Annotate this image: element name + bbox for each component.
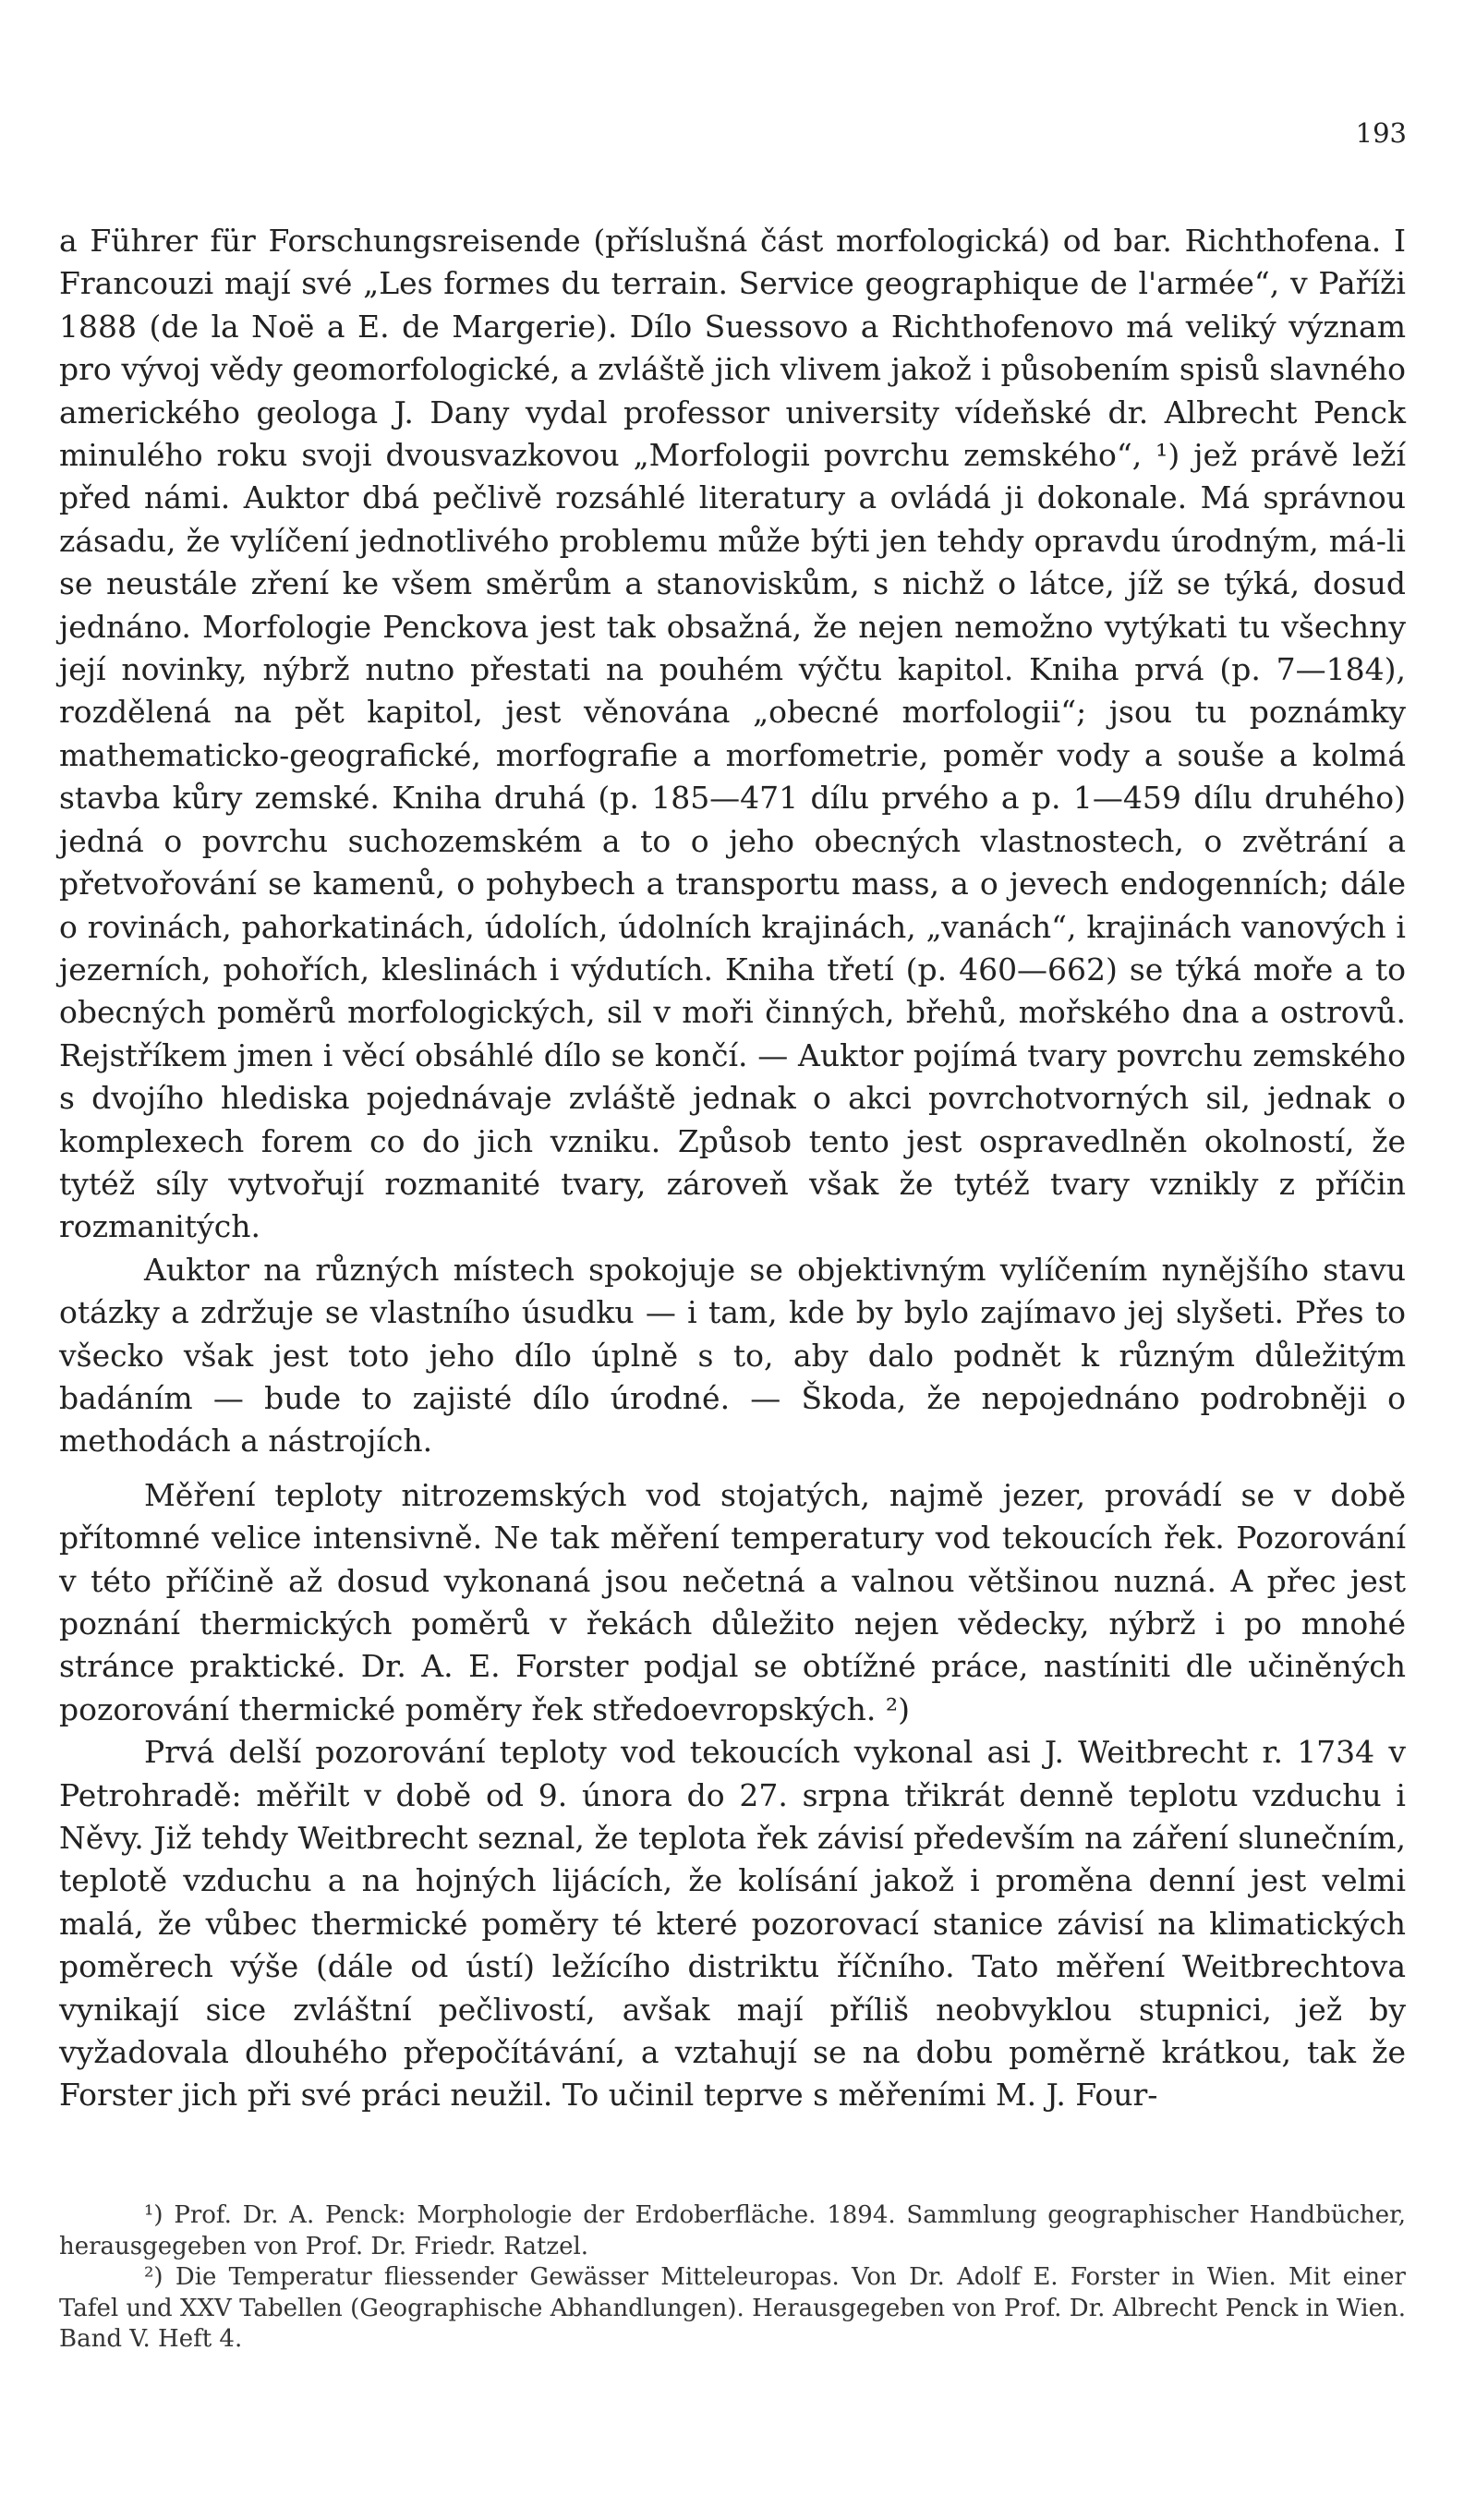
page-number: 193: [1355, 117, 1407, 149]
paragraph-1: a Führer für Forschungsreisende (příslušná část morfologická) od bar. Richthofena. I Francouzi mají své „Les formes du terrain. Service geographique de l'armée“, v Paříži 1888 (de la Noë a E. de Margerie). Dílo Suessovo a Richthofenovo má veliký význam pro vývoj vědy geomorfologické, a zvláště jich vlivem jakož i působením spisů slavného amerického geologa J. Dany vydal professor university vídeňské dr. Albrecht Penck minulého roku svoji dvousvazkovou „Morfologii povrchu zemského“, ¹) jež právě leží před námi. Auktor dbá pečlivě rozsáhlé literatury a ovládá ji dokonale. Má správnou zásadu, že vylíčení jednotlivého problemu může býti jen tehdy opravdu úrodným, má-li se neustále zření ke všem směrům a stanoviskům, s nichž o látce, jíž se týká, dosud jednáno. Morfologie Penckova jest tak obsažná, že nejen nemožno vytýkati tu všechny její novinky, nýbrž nutno přestati na pouhém výčtu kapitol. Kniha prvá (p. 7—184), rozdělená na pět kapitol, jest věnována „obecné morfologii“; jsou tu poznámky mathematicko-geografické, morfografie a morfometrie, poměr vody a souše a kolmá stavba kůry zemské. Kniha druhá (p. 185—471 dílu prvého a p. 1—459 dílu druhého) jedná o povrchu suchozemském a to o jeho obecných vlastnostech, o zvětrání a přetvořování se kamenů, o pohybech a transportu mass, a o jevech endogenních; dále o rovinách, pahorkatinách, údolích, údolních krajinách, „vanách“, krajinách vanových i jezerních, pohořích, kleslinách i výdutích. Kniha třetí (p. 460—662) se týká moře a to obecných poměrů morfologických, sil v moři činných, břehů, mořského dna a ostrovů. Rejstříkem jmen i věcí obsáhlé dílo se končí. — Auktor pojímá tvary povrchu zemského s dvojího hlediska pojednávaje zvláště jednak o akci povrchotvorných sil, jednak o komplexech forem co do jich vzniku. Způsob tento jest ospravedlněn okolností, že tytéž síly vytvořují rozmanité tvary, zároveň však že tytéž tvary vznikly z příčin rozmanitých.: [59, 223, 1406, 1245]
body-text: [59, 220, 1406, 2117]
footnote-1: ¹) Prof. Dr. A. Penck: Morphologie der Erdoberfläche. 1894. Sammlung geographischer Handbücher, herausgegeben von Prof. Dr. Friedr. Ratzel.: [59, 2201, 1406, 2260]
paragraph-4: Prvá delší pozorování teploty vod tekoucích vykonal asi J. Weitbrecht r. 1734 v Petrohradě: měřilt v době od 9. února do 27. srpna třikrát denně teplotu vzduchu i Něvy. Již tehdy Weitbrecht seznal, že teplota řek závisí především na záření slunečním, teplotě vzduchu a na hojných lijácích, že kolísání jakož i proměna denní jest velmi malá, že vůbec thermické poměry té které pozorovací stanice závisí na klimatických poměrech výše (dále od ústí) ležícího distriktu říčního. Tato měření Weitbrechtova vynikají sice zvláštní pečlivostí, avšak mají příliš neobvyklou stupnici, jež by vyžadovala dlouhého přepočítávání, a vztahují se na dobu poměrně krátkou, tak že Forster jich při své práci neužil. To učinil teprve s měřeními M. J. Four-: [59, 1734, 1406, 2114]
footnotes: [59, 2200, 1406, 2356]
paragraph-2: Auktor na různých místech spokojuje se objektivným vylíčením nynějšího stavu otázky a zdržuje se vlastního úsudku — i tam, kde by bylo zajímavo jej slyšeti. Přes to všecko však jest toto jeho dílo úplně s to, aby dalo podnět k různým důležitým badáním — bude to zajisté dílo úrodné. — Škoda, že nepojednáno podrobněji o methodách a nástrojích.: [59, 1251, 1406, 1460]
paragraph-3: Měření teploty nitrozemských vod stojatých, najmě jezer, provádí se v době přítomné velice intensivně. Ne tak měření temperatury vod tekoucích řek. Pozorování v této příčině až dosud vykonaná jsou nečetná a valnou většinou nuzná. A přec jest poznání thermických poměrů v řekách důležito nejen vědecky, nýbrž i po mnohé stránce praktické. Dr. A. E. Forster podjal se obtížné práce, nastíniti dle učiněných pozorování thermické poměry řek středoevropských. ²): [59, 1476, 1406, 1727]
footnote-2: ²) Die Temperatur fliessender Gewässer Mitteleuropas. Von Dr. Adolf E. Forster in Wien. Mit einer Tafel und XXV Tabellen (Geographische Abhandlungen). Herausgegeben von Prof. Dr. Albrecht Penck in Wien. Band V. Heft 4.: [59, 2263, 1406, 2353]
